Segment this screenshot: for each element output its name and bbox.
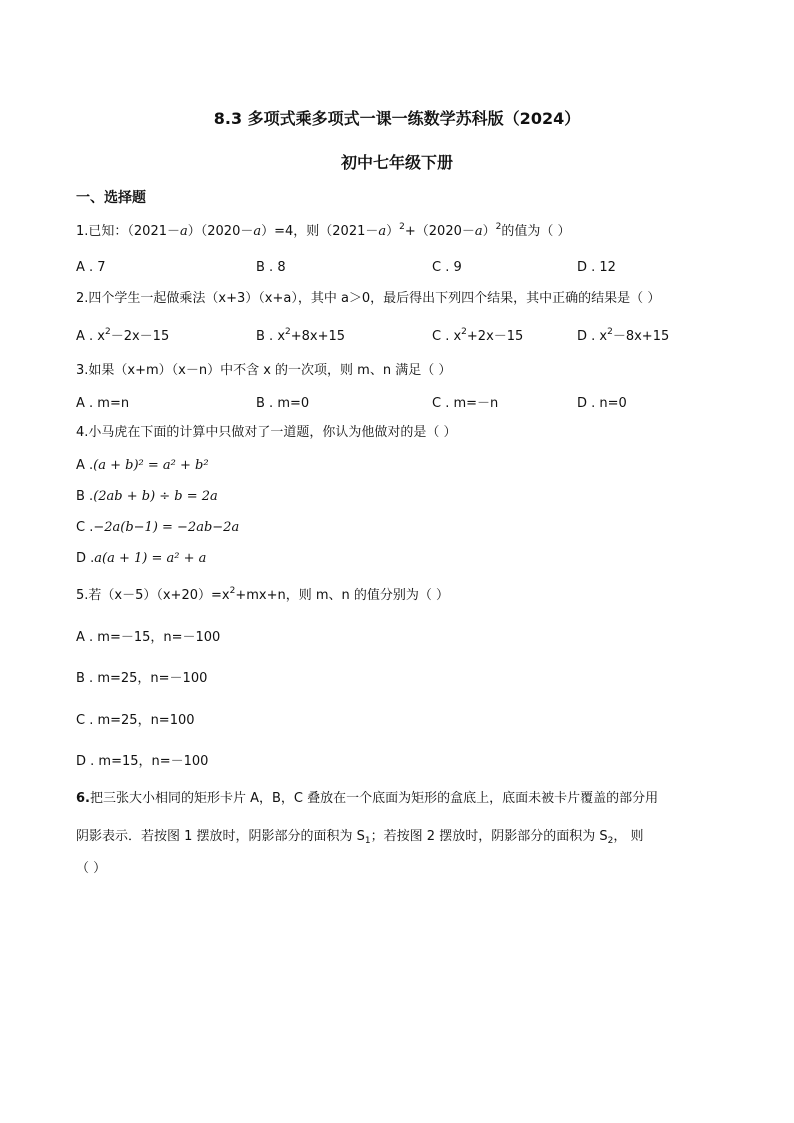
q4-option-b	[76, 488, 218, 506]
q1-var-a1: a	[180, 224, 188, 239]
q1-text-a: 1.已知：（2021－	[76, 224, 180, 239]
q1-text-g: 的值为（ ）	[501, 224, 571, 239]
q1-exponent-1: 2	[399, 222, 405, 232]
q1-option-d: D . 12	[577, 260, 616, 275]
q4-c-formula: −2a(b−1) = −2ab−2a	[93, 520, 240, 535]
q6-line2-post: ， 则	[613, 829, 644, 844]
q2-b-pre: B . x	[256, 329, 286, 344]
q6-line2-pre: 阴影表示．若按图 1 摆放时，阴影部分的面积为 S	[76, 829, 365, 844]
q1-var-a4: a	[474, 224, 483, 239]
q2-option-c	[432, 328, 523, 346]
q4-c-label: C .	[76, 520, 94, 535]
q2-a-pre: A . x	[76, 329, 105, 344]
q4-option-d	[76, 550, 206, 568]
q2-option-b	[256, 328, 345, 346]
q4-b-formula: (2ab + b) ÷ b = 2a	[93, 489, 218, 504]
q4-option-a	[76, 457, 209, 475]
q5-option-d: D . m=15，n=－100	[76, 754, 209, 769]
q2-option-a	[76, 328, 169, 346]
q5-option-c: C . m=25，n=100	[76, 713, 195, 728]
q2-b-post: +8x+15	[290, 329, 346, 344]
q5-exponent: 2	[229, 586, 236, 596]
q1-text-b: ）（2020－	[187, 224, 254, 239]
q6-line2-mid: ；若按图 2 摆放时，阴影部分的面积为 S	[370, 829, 608, 844]
q1-text-c: ）=4，则（2021－	[261, 224, 379, 239]
section-heading: 一、选择题	[76, 190, 146, 206]
q4-a-formula: (a + b)² = a² + b²	[93, 458, 209, 473]
q1-text-f: ）	[482, 224, 496, 239]
question-6-line-2	[76, 828, 643, 846]
q6-subscript-1: 1	[364, 836, 371, 846]
q2-a-post: －2x－15	[110, 329, 170, 344]
q2-b-exp: 2	[285, 327, 291, 337]
q4-b-label: B .	[76, 489, 94, 504]
question-5-stem	[76, 587, 449, 605]
page-title: 8.3 多项式乘多项式一课一练数学苏科版（2024）	[213, 109, 581, 128]
q1-var-a3: a	[378, 224, 387, 239]
q4-d-formula: a(a + 1) = a² + a	[94, 551, 207, 566]
q1-exponent-2: 2	[495, 222, 502, 232]
q2-c-pre: C . x	[432, 329, 462, 344]
q4-a-label: A .	[76, 458, 94, 473]
page-subtitle: 初中七年级下册	[340, 153, 453, 172]
q4-d-label: D .	[76, 551, 95, 566]
q1-option-a: A . 7	[76, 260, 106, 275]
q6-subscript-2: 2	[607, 836, 614, 846]
q5-option-a: A . m=－15，n=－100	[76, 630, 221, 645]
q2-option-d	[577, 328, 669, 346]
question-6-line-1	[76, 790, 658, 808]
question-1-stem	[76, 223, 571, 241]
question-6-line-3: （ ）	[76, 861, 107, 876]
question-4-stem: 4.小马虎在下面的计算中只做对了一道题，你认为他做对的是（ ）	[76, 425, 457, 440]
q1-text-e: +（2020－	[404, 224, 475, 239]
q2-d-post: －8x+15	[612, 329, 670, 344]
q4-option-c	[76, 519, 239, 537]
q5-text-pre: 5.若（x－5）（x+20）=x	[76, 588, 230, 603]
q5-text-post: +mx+n，则 m、n 的值分别为（ ）	[235, 588, 450, 603]
q3-option-a: A . m=n	[76, 396, 130, 411]
q5-option-b: B . m=25，n=－100	[76, 671, 208, 686]
q1-option-b: B . 8	[256, 260, 286, 275]
q3-option-d: D . n=0	[577, 396, 627, 411]
q6-line1-text: 把三张大小相同的矩形卡片 A，B，C 叠放在一个底面为矩形的盒底上，底面未被卡片覆盖的部分用	[89, 791, 659, 806]
q2-c-post: +2x－15	[466, 329, 524, 344]
q1-option-c: C . 9	[432, 260, 462, 275]
question-2-stem: 2.四个学生一起做乘法（x+3）（x+a），其中 a＞0，最后得出下列四个结果，其中正确的结果是（ ）	[76, 291, 661, 306]
question-3-stem: 3.如果（x+m）（x－n）中不含 x 的一次项，则 m、n 满足（ ）	[76, 363, 452, 378]
q2-d-pre: D . x	[577, 329, 608, 344]
q1-var-a2: a	[253, 224, 262, 239]
q2-d-exp: 2	[607, 327, 613, 337]
q3-option-b: B . m=0	[256, 396, 310, 411]
q1-text-d: ）	[386, 224, 400, 239]
q6-number: 6.	[76, 791, 90, 806]
q2-c-exp: 2	[461, 327, 467, 337]
q2-a-exp: 2	[104, 327, 111, 337]
q3-option-c: C . m=－n	[432, 396, 499, 411]
